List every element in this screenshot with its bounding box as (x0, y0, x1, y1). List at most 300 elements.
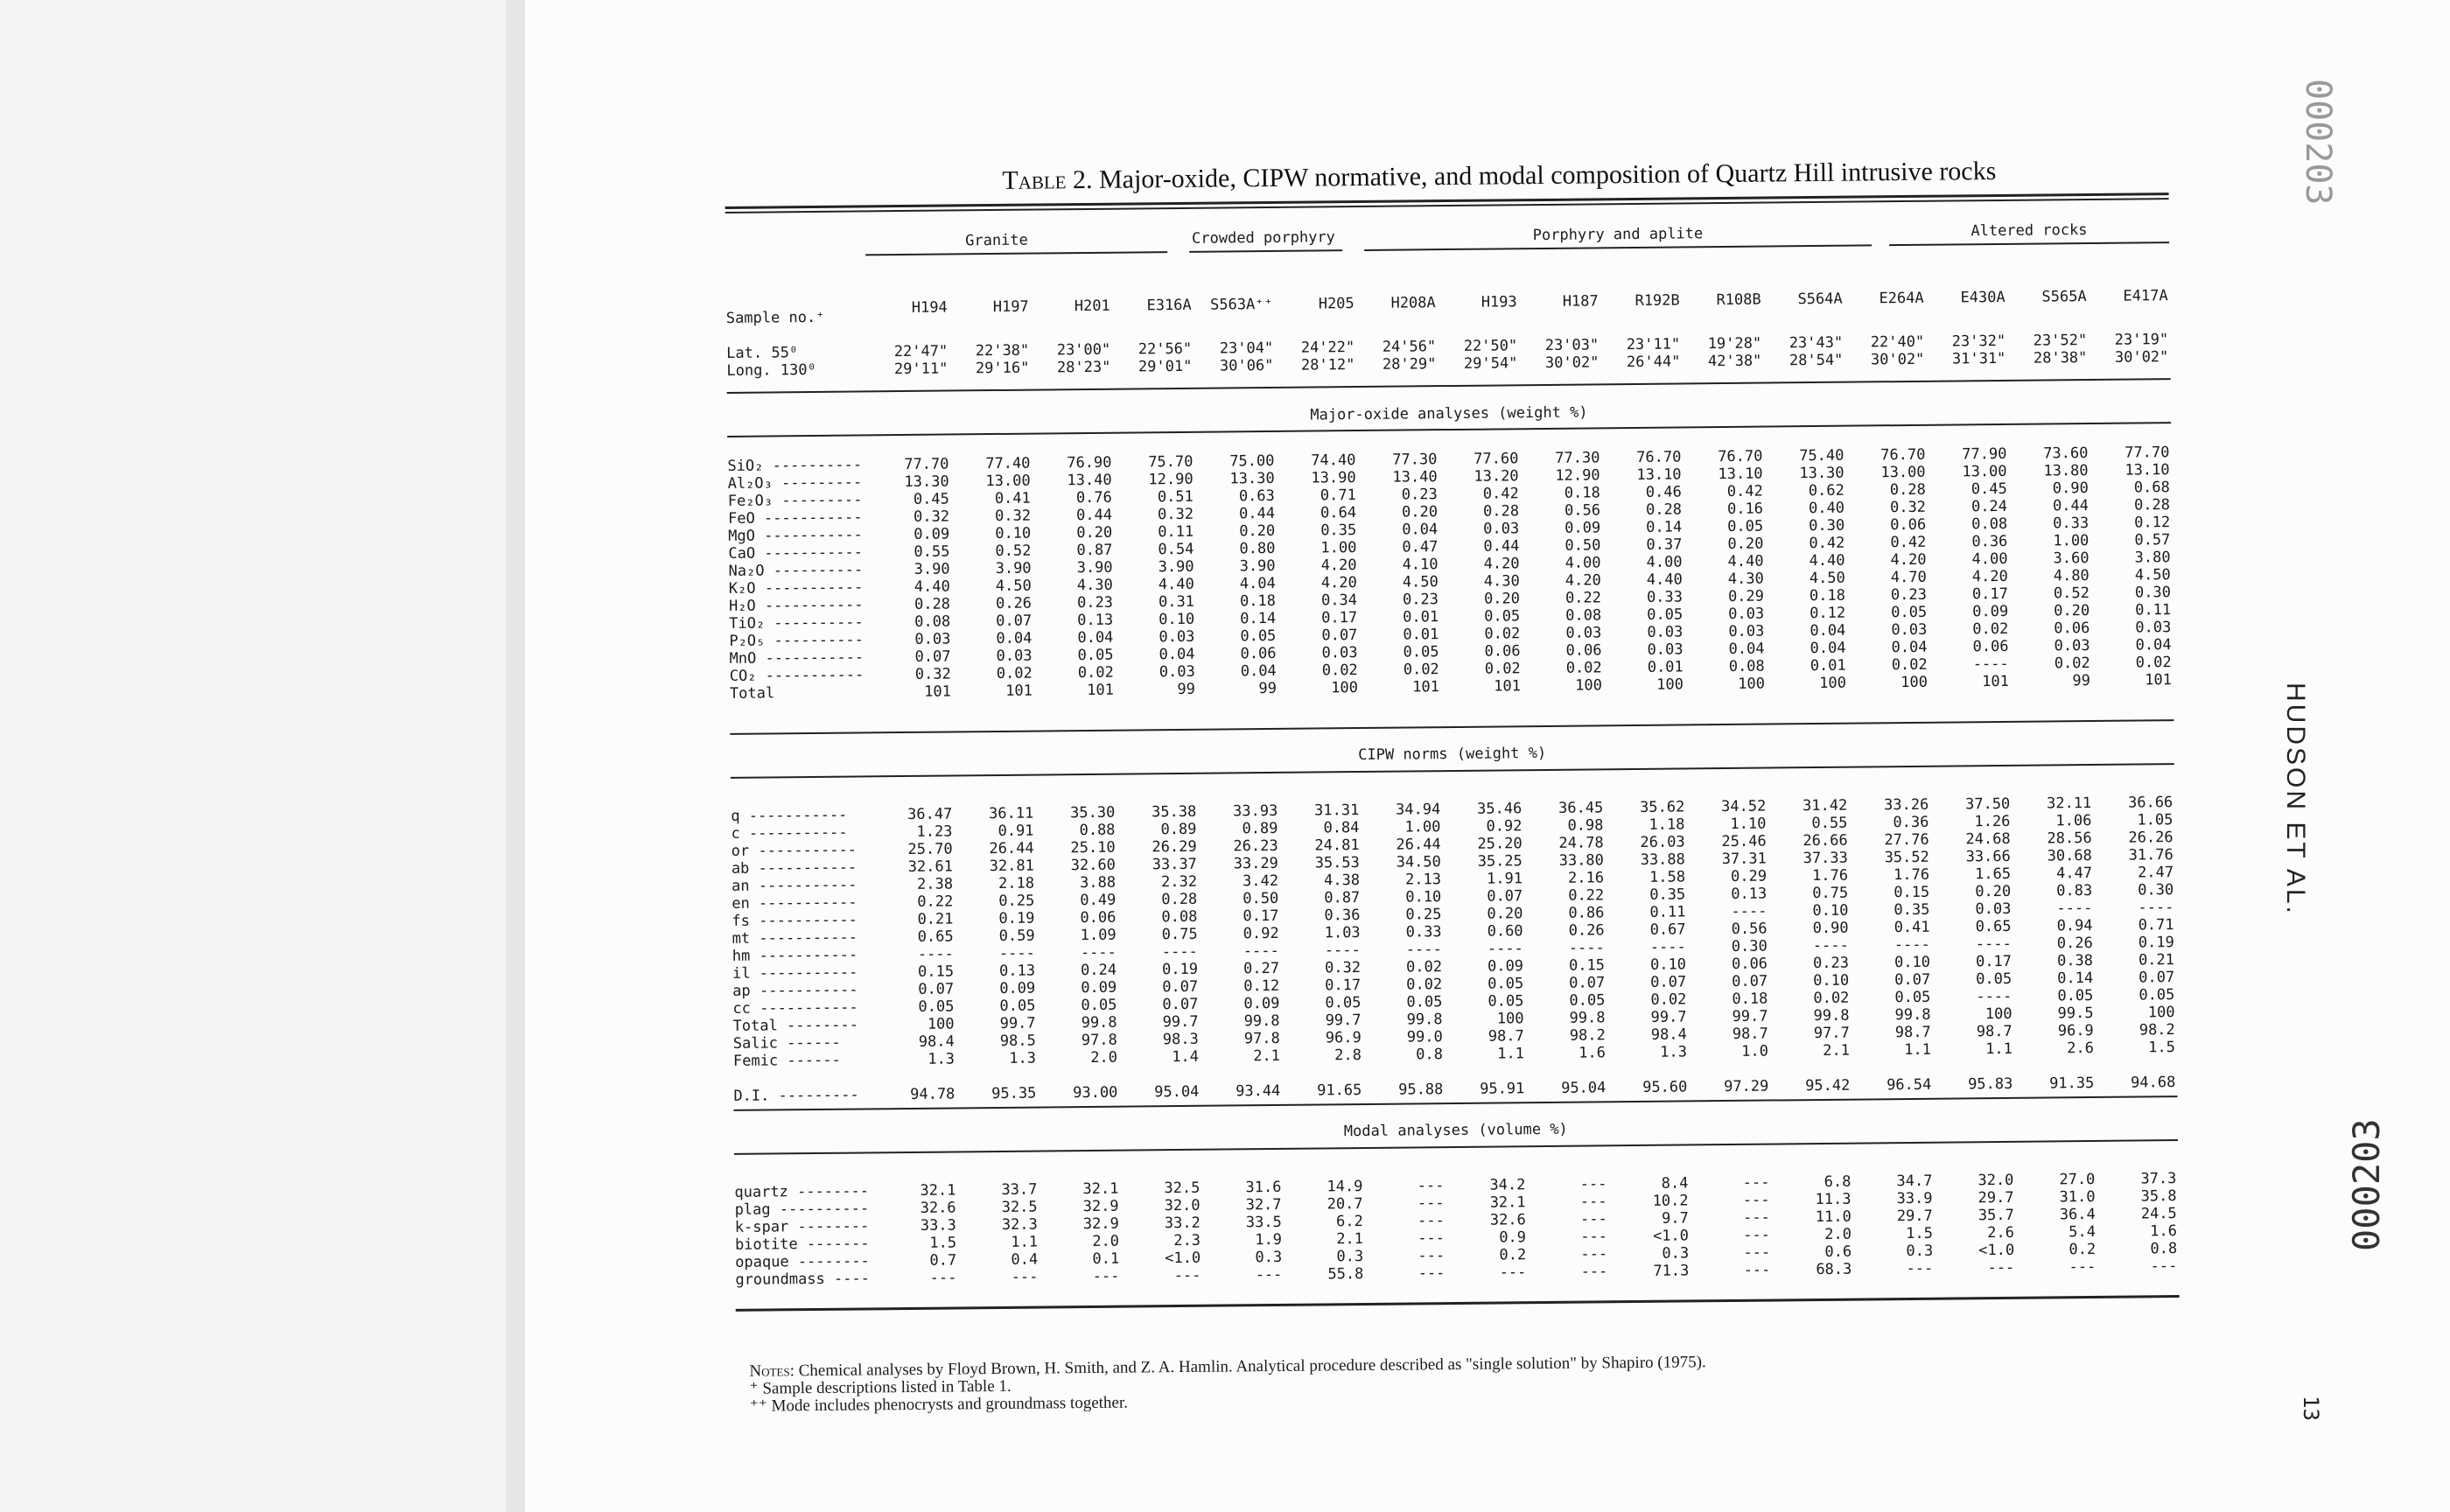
table-cell: 0.03 (914, 630, 951, 648)
table-cell: 4.40 (914, 578, 950, 596)
table-cell: 0.02 (2135, 654, 2172, 672)
table-cell: 0.05 (1240, 626, 1277, 646)
scan-margin (0, 0, 506, 1512)
sample-id: R108B (1716, 290, 1761, 310)
table-cell: 25.20 (1477, 835, 1522, 853)
table-cell: 0.3 (1906, 1242, 1934, 1261)
table-cell: 100 (1900, 673, 1928, 692)
table-cell: 0.10 (1158, 610, 1195, 629)
table-cell: 2.38 (917, 875, 954, 893)
table-cell: 0.05 (2057, 986, 2094, 1005)
table-cell: 0.54 (1158, 540, 1194, 559)
stamp-number-top: 000203 (2298, 79, 2338, 206)
table-cell: 101 (1982, 672, 2010, 691)
table-cell: 0.15 (917, 962, 955, 981)
table-cell: 100 (927, 1015, 955, 1033)
sample-id: R192B (1634, 291, 1680, 310)
sample-id: H201 (1074, 297, 1110, 316)
table-cell: 29.7 (1978, 1188, 2014, 1208)
table-cell: 0.07 (1487, 887, 1523, 906)
lat-value: 23'04" (1219, 339, 1274, 358)
table-cell: 98.2 (1569, 1026, 1606, 1045)
table-cell: 31.0 (2059, 1187, 2096, 1207)
table-cell: 0.13 (1077, 611, 1114, 630)
table-cell: 32.6 (1489, 1211, 1526, 1229)
table-cell: 4.04 (1239, 574, 1276, 593)
table-cell: 0.02 (1972, 620, 2009, 639)
row-label: Salic ------ (732, 1033, 841, 1053)
table-cell: 36.66 (2127, 794, 2174, 812)
table-cell: 76.70 (1636, 448, 1682, 466)
table-cell: 0.04 (1728, 640, 1765, 658)
table-cell: 0.04 (1240, 662, 1277, 681)
table-cell: 0.80 (1239, 539, 1276, 558)
long-value: 30'02" (2114, 348, 2169, 367)
row-label (733, 1068, 873, 1088)
table-cell: 0.04 (996, 629, 1032, 648)
table-cell: 4.40 (1158, 575, 1194, 594)
group-porphyry-rule (1364, 244, 1872, 251)
table-cell: 13.10 (1718, 465, 1763, 484)
row-label: c ----------- (731, 823, 848, 843)
long-value: 30'02" (1544, 354, 1600, 372)
table-cell: 35.62 (1639, 798, 1685, 816)
table-cell: 0.32 (1889, 498, 1927, 517)
table-cell: 0.03 (1647, 640, 1684, 659)
table-cell (1687, 1060, 1768, 1079)
long-value: 29'16" (975, 359, 1030, 378)
sample-id: H205 (1318, 295, 1354, 313)
table-cell: 0.05 (1077, 646, 1114, 665)
table-cell: 34.50 (1396, 853, 1441, 872)
table-cell: ---- (1405, 941, 1442, 959)
coordinates-table (726, 331, 2168, 380)
table-cell: 77.70 (2124, 444, 2170, 462)
table-cell: 0.03 (1728, 605, 1765, 623)
long-value: 28'54" (1788, 351, 1844, 370)
table-cell: 101 (1087, 681, 1115, 700)
table-cell: 0.09 (1081, 978, 1117, 998)
table-cell (1850, 1059, 1931, 1077)
table-cell: 0.64 (1320, 504, 1357, 522)
table-cell: 32.7 (1245, 1195, 1282, 1214)
table-cell: 0.68 (2133, 479, 2170, 497)
table-cell: 0.37 (1646, 536, 1683, 554)
table-cell: 1.6 (1578, 1044, 1606, 1062)
table-cell: 99.8 (1894, 1005, 1931, 1025)
table-cell: 2.47 (2137, 864, 2174, 882)
table-cell: 0.46 (1645, 483, 1682, 501)
table-cell: 100 (1331, 679, 1359, 697)
table-cell: ---- (917, 945, 954, 963)
table-cell: 0.07 (914, 648, 951, 666)
sample-id: E417A (2123, 287, 2168, 305)
table-cell: 0.29 (1727, 587, 1765, 606)
table-cell: 0.76 (1075, 488, 1112, 508)
table-cell: 1.5 (2148, 1039, 2176, 1057)
table-cell: 0.32 (1324, 959, 1362, 977)
table-cell: 0.19 (2138, 934, 2174, 952)
table-cell: --- (1580, 1245, 1608, 1264)
table-cell: 77.90 (1962, 444, 2007, 464)
table-cell: 4.50 (2134, 566, 2171, 584)
table-cell: 0.30 (1731, 937, 1768, 956)
major-oxide-table (727, 444, 2172, 703)
table-cell: 0.05 (1894, 988, 1931, 1007)
table-cell: 0.36 (1324, 906, 1361, 925)
table-cell: 33.37 (1152, 855, 1197, 874)
table-cell: 11.0 (1815, 1208, 1852, 1227)
table-cell: 24.68 (1965, 830, 2011, 849)
table-cell: 91.35 (2049, 1074, 2095, 1093)
table-cell: ---- (1080, 943, 1116, 962)
table-cell: 0.44 (1238, 504, 1276, 523)
table-cell: --- (1987, 1258, 2015, 1278)
row-label: FeO ----------- (727, 508, 863, 528)
lat-value: 23'03" (1544, 336, 1600, 354)
table-cell: 20.7 (1326, 1195, 1363, 1214)
table-cell: 0.26 (2056, 934, 2093, 953)
table-cell: 27.76 (1884, 830, 1929, 850)
table-cell: 0.42 (1482, 485, 1519, 503)
table-cell: 97.8 (1243, 1029, 1280, 1048)
table-cell: 1.58 (1648, 868, 1686, 886)
table-cell: 0.07 (1732, 972, 1768, 990)
table-cell: 93.44 (1236, 1082, 1281, 1101)
table-cell: 0.71 (2138, 916, 2174, 934)
table-cell: 101 (1494, 677, 1522, 696)
table-cell: 4.30 (1076, 576, 1113, 595)
table-cell: 35.30 (1070, 803, 1116, 822)
table-cell: 0.26 (995, 594, 1032, 613)
table-cell: 0.51 (1157, 487, 1194, 507)
table-cell: 0.9 (1499, 1228, 1527, 1247)
table-cell: 99.8 (1569, 1009, 1606, 1027)
table-cell: 77.70 (904, 455, 949, 473)
table-cell: 13.90 (1311, 469, 1356, 487)
table-cell: 76.70 (1880, 445, 1926, 465)
table-cell: 98.5 (999, 1032, 1036, 1050)
row-label: k-spar -------- (734, 1217, 870, 1236)
table-cell: 0.23 (1076, 593, 1114, 612)
table-cell: 0.01 (1810, 656, 1846, 676)
table-cell: 91.65 (1317, 1082, 1362, 1100)
table-cell: 0.03 (1975, 900, 2012, 919)
table-cell: 99.8 (1406, 1011, 1443, 1029)
table-cell: 0.75 (1161, 925, 1198, 944)
table-cell: 0.8 (1416, 1046, 1444, 1064)
table-cell: 0.06 (1484, 642, 1521, 661)
table-cell: 0.14 (2057, 969, 2094, 988)
table-cell: 2.16 (1568, 869, 1605, 887)
table-cell: 101 (924, 682, 952, 701)
table-cell: ---- (1972, 654, 2009, 674)
table-cell: 0.22 (1568, 886, 1605, 905)
table-cell: 0.02 (1650, 990, 1687, 1009)
table-cell: 0.42 (1809, 534, 1845, 553)
section-heading-modal: Modal analyses (volume %) (1343, 1120, 1568, 1141)
table-cell: 26.44 (1396, 836, 1441, 854)
table-cell: 3.60 (2053, 550, 2090, 568)
table-cell: 0.04 (2135, 636, 2172, 654)
table-cell: 0.19 (998, 909, 1035, 928)
table-cell: 0.34 (1320, 592, 1358, 610)
table-cell: ---- (1324, 942, 1361, 960)
table-cell: --- (1743, 1261, 1771, 1279)
table-cell: 0.2 (1499, 1246, 1527, 1264)
sample-id: S565A (2041, 288, 2087, 306)
table-cell: 27.0 (2059, 1170, 2096, 1189)
table-cell: 0.90 (2052, 480, 2089, 498)
table-cell: 0.31 (1158, 592, 1195, 612)
table-cell: 33.66 (1965, 847, 2011, 866)
table-cell: ---- (1731, 902, 1768, 920)
lat-value: 24'22" (1300, 339, 1355, 357)
row-label: D.I. --------- (733, 1086, 859, 1105)
table-cell: 4.20 (1564, 571, 1601, 590)
table-cell: 98.7 (1732, 1025, 1768, 1043)
table-cell: 35.25 (1477, 852, 1522, 871)
table-cell: 0.17 (1321, 609, 1358, 627)
table-cell: 99.7 (1650, 1008, 1687, 1026)
table-cell: 0.35 (1894, 900, 1930, 920)
table-cell: 0.02 (1405, 958, 1443, 976)
table-notes (749, 1354, 1706, 1415)
table-cell: 1.0 (1741, 1042, 1769, 1060)
table-cell: 4.47 (2055, 864, 2093, 883)
row-label: H₂O ----------- (728, 596, 864, 615)
table-cell: 68.3 (1816, 1260, 1852, 1279)
table-cell: ---- (998, 944, 1035, 962)
lat-value: 22'56" (1138, 340, 1193, 359)
long-value: 29'54" (1463, 354, 1518, 373)
table-cell: 1.26 (1974, 812, 2011, 831)
table-cell: <1.0 (1978, 1241, 2015, 1260)
table-cell: 1.76 (1811, 866, 1849, 886)
table-cell: 95.83 (1968, 1074, 2013, 1094)
table-cell: 9.7 (1661, 1209, 1689, 1228)
row-label: biotite ------- (734, 1235, 870, 1254)
table-cell: 31.6 (1245, 1178, 1282, 1197)
table-cell: --- (1580, 1263, 1608, 1281)
table-cell: 0.18 (1809, 586, 1846, 606)
table-cell: 2.0 (1824, 1225, 1852, 1243)
table-cell: 1.23 (916, 822, 953, 841)
table-cell: 0.05 (1976, 970, 2012, 989)
row-label: quartz -------- (734, 1182, 870, 1201)
table-cell: 32.11 (2046, 794, 2092, 813)
table-cell: 0.03 (2135, 619, 2172, 637)
table-cell: 0.20 (1239, 522, 1276, 541)
table-cell: 98.4 (918, 1032, 955, 1051)
table-cell: 0.10 (1813, 971, 1850, 990)
table-cell: 2.6 (1987, 1223, 2015, 1242)
table-cell: 0.3 (1662, 1244, 1690, 1263)
table-cell: 74.40 (1311, 452, 1356, 470)
table-cell: --- (1499, 1264, 1527, 1282)
table-cell: 1.76 (1893, 865, 1930, 885)
table-cell: 2.3 (1173, 1231, 1201, 1250)
table-cell: 0.19 (1161, 960, 1199, 979)
table-cell: 0.44 (1075, 506, 1113, 525)
table-cell: 0.03 (1728, 622, 1765, 640)
table-cell: 99.7 (1162, 1012, 1199, 1032)
table-cell: 33.29 (1233, 854, 1278, 873)
table-cell: 0.07 (1321, 626, 1358, 645)
table-cell: --- (929, 1269, 957, 1287)
table-cell: 32.81 (989, 857, 1034, 876)
table-cell: 4.20 (1483, 555, 1520, 573)
table-cell: 55.8 (1327, 1265, 1364, 1284)
table-cell: 0.06 (1080, 908, 1116, 928)
table-cell: 0.10 (1405, 888, 1442, 906)
table-cell: 1.06 (2055, 811, 2092, 830)
table-cell: 0.88 (1079, 821, 1116, 840)
table-cell: 99.0 (1406, 1028, 1443, 1046)
long-value: 30'06" (1219, 356, 1274, 375)
table-cell: 24.81 (1314, 836, 1360, 855)
long-label: Long. 130⁰ (726, 360, 816, 380)
table-cell: 0.36 (1893, 813, 1929, 832)
table-cell: 0.18 (1239, 592, 1277, 611)
table-cell: 0.14 (1646, 518, 1683, 536)
table-cell: 0.28 (1645, 500, 1683, 519)
table-cell: 12.90 (1555, 466, 1600, 485)
table-cell: 0.04 (1891, 638, 1928, 657)
sample-id: S564A (1797, 290, 1843, 309)
group-porphyry-aplite: Porphyry and aplite (1532, 225, 1704, 245)
table-cell: 100 (2147, 1004, 2175, 1022)
row-label: CaO ----------- (728, 543, 864, 563)
table-cell: 4.30 (1483, 572, 1520, 591)
table-cell: 99.8 (1081, 1013, 1117, 1032)
table-cell: 36.45 (1558, 799, 1604, 817)
table-cell: 4.30 (1727, 570, 1764, 588)
table-cell: 37.3 (2140, 1170, 2177, 1188)
table-cell: 0.12 (2134, 514, 2171, 532)
table-cell: 0.44 (1483, 537, 1520, 556)
table-cell: 0.87 (1324, 889, 1361, 907)
table-cell: 0.59 (998, 927, 1035, 945)
long-value: 31'31" (1951, 349, 2006, 368)
table-cell: 37.50 (1964, 794, 2011, 814)
table-cell: 0.10 (995, 524, 1032, 543)
table-cell: 0.28 (1889, 480, 1926, 500)
row-label: SiO₂ ---------- (727, 456, 863, 475)
table-cell: 0.05 (1569, 991, 1606, 1010)
table-cell: 99.8 (1243, 1012, 1280, 1031)
table-cell: 0.08 (1161, 907, 1198, 927)
table-cell: 98.3 (1162, 1030, 1199, 1049)
table-cell: ---- (1976, 987, 2012, 1006)
table-cell: 32.3 (1001, 1215, 1038, 1234)
table-cell: --- (1579, 1210, 1607, 1228)
table-cell: 96.9 (1325, 1029, 1362, 1047)
table-cell: 24.5 (2140, 1205, 2177, 1223)
table-cell: 35.46 (1477, 800, 1522, 818)
table-cell: 77.40 (985, 454, 1031, 473)
table-cell (1362, 1063, 1443, 1082)
table-cell: 0.35 (1320, 522, 1357, 540)
rule-major-top (727, 378, 2171, 394)
table-cell (1036, 1067, 1117, 1085)
table-cell: 32.9 (1082, 1197, 1119, 1216)
table-cell: 0.24 (1080, 961, 1117, 980)
table-cell: 3.42 (1242, 872, 1279, 891)
lat-value: 23'00" (1056, 340, 1111, 360)
table-cell: 100 (1819, 674, 1847, 692)
table-cell: 3.90 (1239, 556, 1276, 576)
table-cell: 99 (2072, 671, 2091, 690)
table-cell: 0.38 (2056, 951, 2094, 970)
table-cell: 0.04 (1402, 521, 1438, 539)
table-cell: 0.02 (1077, 663, 1114, 682)
table-cell (1443, 1062, 1524, 1081)
lat-value: 23'32" (1951, 332, 2006, 351)
table-cell: 1.3 (1009, 1049, 1037, 1068)
table-cell: 96.9 (2057, 1021, 2094, 1040)
table-cell: 4.00 (1971, 550, 2008, 569)
long-value: 29'01" (1138, 357, 1193, 376)
table-cell: 32.9 (1082, 1214, 1119, 1234)
table-cell: 13.00 (1962, 462, 2007, 481)
table-2 (711, 150, 2194, 1416)
table-cell: 0.20 (2054, 602, 2090, 620)
table-cell: 34.7 (1896, 1172, 1933, 1191)
table-cell: 26.66 (1802, 831, 1848, 850)
table-cell: 35.53 (1314, 854, 1360, 872)
table-cell: 0.01 (1403, 626, 1439, 644)
table-cell: 0.90 (1812, 919, 1849, 938)
table-cell: 14.9 (1326, 1178, 1363, 1196)
table-cell: 0.17 (1975, 952, 2012, 971)
table-cell: 0.62 (1808, 481, 1844, 500)
table-cell: 99.7 (1732, 1007, 1768, 1026)
table-cell: 77.30 (1555, 449, 1600, 467)
table-cell: 4.50 (1402, 573, 1438, 592)
table-cell: 1.00 (2053, 532, 2090, 550)
table-cell: 0.63 (1238, 486, 1275, 506)
table-cell: 0.52 (2053, 584, 2090, 603)
group-altered-rule (1889, 242, 2169, 246)
table-cell: 0.98 (1567, 816, 1604, 835)
table-cell: --- (1011, 1268, 1039, 1286)
table-cell: 0.44 (2052, 497, 2090, 515)
table-cell: 4.50 (1809, 569, 1845, 588)
table-cell: ---- (1894, 935, 1930, 955)
table-cell: 2.1 (1823, 1041, 1851, 1060)
table-cell: 1.3 (928, 1050, 956, 1068)
table-cell: 98.2 (2138, 1021, 2175, 1040)
table-cell: 0.03 (1158, 662, 1195, 682)
table-cell: --- (1742, 1208, 1770, 1227)
row-label: opaque -------- (735, 1252, 870, 1271)
table-cell: 1.00 (1320, 539, 1357, 557)
group-granite-rule (865, 251, 1167, 256)
table-cell: --- (1742, 1191, 1770, 1209)
table-cell: 0.28 (2133, 496, 2171, 514)
table-cell: 25.70 (907, 840, 953, 858)
table-cell: 33.3 (920, 1216, 956, 1235)
sample-header-table (726, 287, 2168, 318)
row-label: MgO ----------- (728, 526, 863, 545)
table-title: Table 2. Major-oxide, CIPW normative, and modal composition of Quartz Hill intrusive rocks (1002, 157, 1997, 195)
table-cell: 0.32 (914, 665, 951, 683)
table-cell: 97.7 (1813, 1024, 1850, 1043)
table-cell: 0.04 (1810, 639, 1846, 658)
table-cell: 0.06 (1890, 515, 1927, 535)
table-cell: 94.78 (910, 1085, 956, 1103)
